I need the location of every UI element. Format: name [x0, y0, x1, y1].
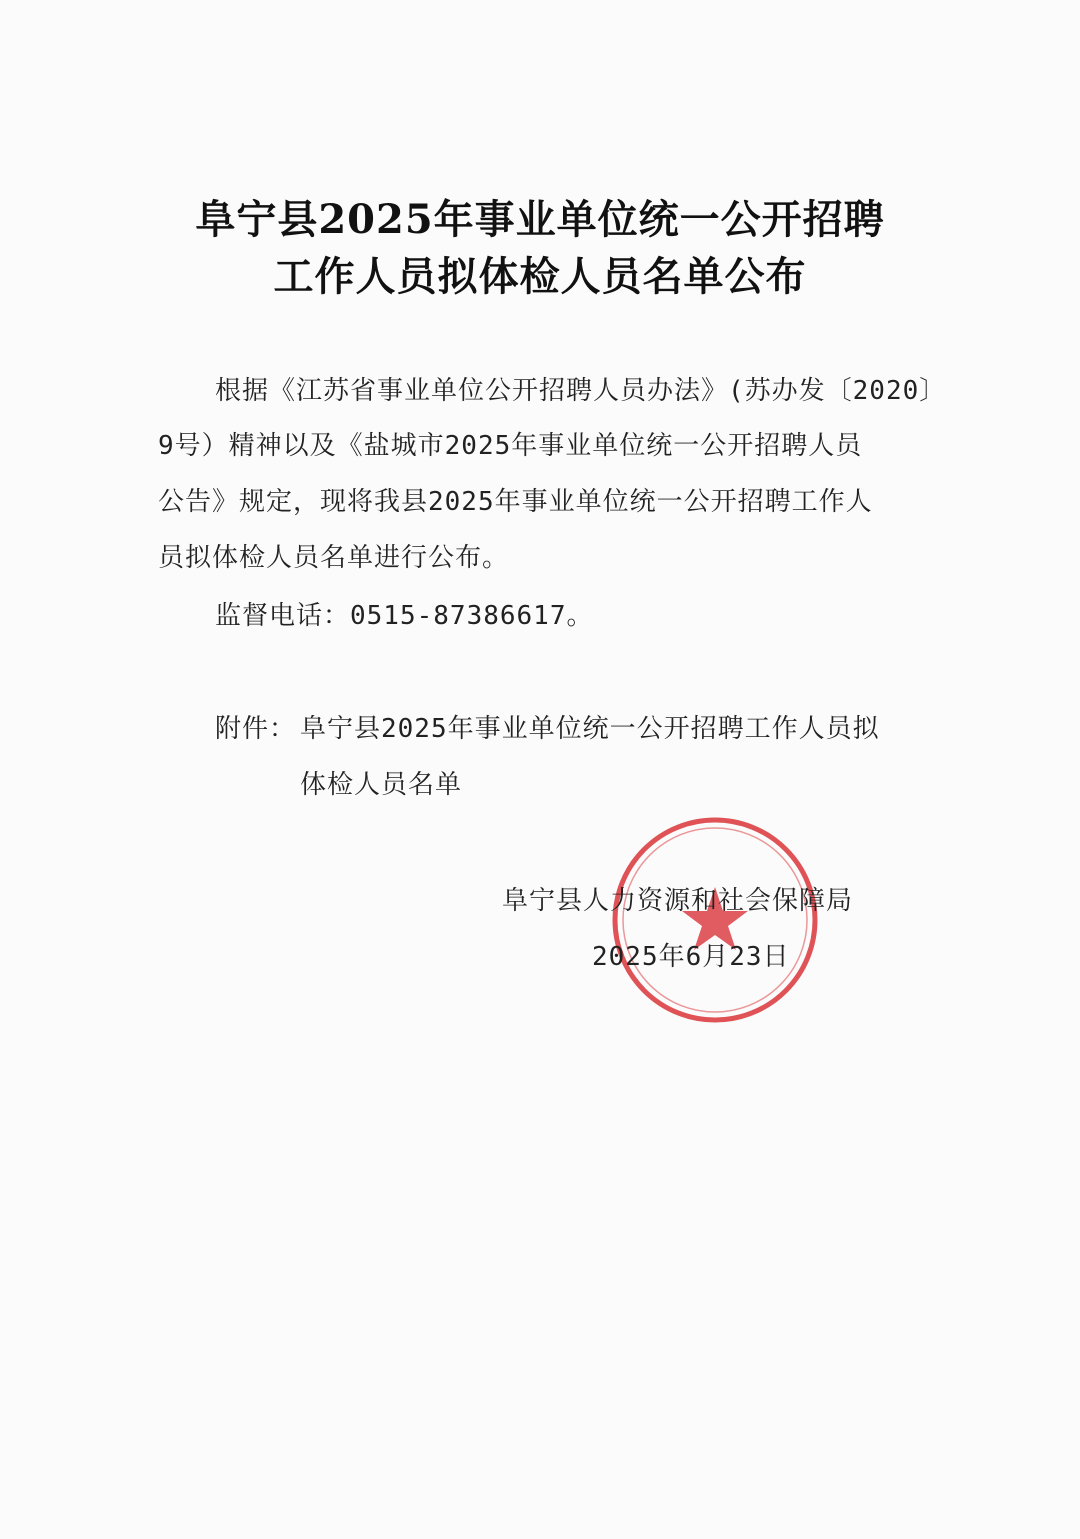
document-title-line-1: 阜宁县2025年事业单位统一公开招聘: [195, 196, 885, 243]
body-text-line-4: 员拟体检人员名单进行公布。: [158, 543, 510, 573]
issue-date: 2025年6月23日: [592, 942, 790, 972]
document-title-line-2: 工作人员拟体检人员名单公布: [273, 253, 807, 300]
attachment-label: 附件：: [215, 714, 297, 744]
attachment-title-line-2: 体检人员名单: [300, 770, 463, 800]
attachment-title-line-1: 阜宁县2025年事业单位统一公开招聘工作人员拟: [300, 714, 880, 744]
official-seal-icon: [610, 815, 820, 1025]
body-text-line-1: 根据《江苏省事业单位公开招聘人员办法》(苏办发〔2020〕: [215, 376, 947, 406]
issuer-name: 阜宁县人力资源和社会保障局: [502, 886, 854, 916]
body-text-line-2: 9号）精神以及《盐城市2025年事业单位统一公开招聘人员: [158, 431, 863, 461]
body-text-line-3: 公告》规定，现将我县2025年事业单位统一公开招聘工作人: [158, 487, 873, 517]
supervision-phone: 监督电话：0515-87386617。: [215, 601, 594, 631]
